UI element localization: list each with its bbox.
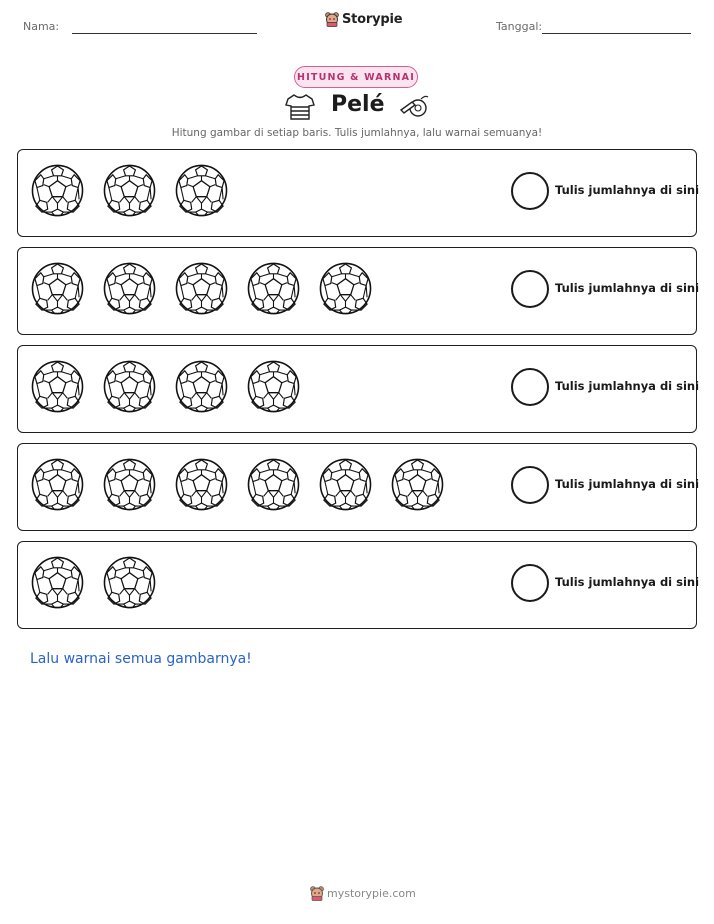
whistle-icon xyxy=(398,93,430,119)
soccer-ball-icon[interactable] xyxy=(175,360,228,413)
bear-logo-icon xyxy=(325,12,339,27)
answer-circle[interactable] xyxy=(511,564,549,602)
site-footer xyxy=(310,886,416,901)
soccer-ball-icon[interactable] xyxy=(247,458,300,511)
soccer-ball-icon[interactable] xyxy=(175,458,228,511)
soccer-ball-icon[interactable] xyxy=(103,458,156,511)
soccer-ball-icon[interactable] xyxy=(103,164,156,217)
ball-group xyxy=(31,262,372,315)
name-label: Nama: xyxy=(23,20,60,33)
activity-badge: HITUNG & WARNAI xyxy=(294,66,418,88)
soccer-ball-icon[interactable] xyxy=(247,262,300,315)
answer-circle[interactable] xyxy=(511,270,549,308)
soccer-ball-icon[interactable] xyxy=(31,556,84,609)
bear-logo-icon xyxy=(310,886,324,901)
answer-circle[interactable] xyxy=(511,172,549,210)
soccer-ball-icon[interactable] xyxy=(319,262,372,315)
brand-name: Storypie xyxy=(342,12,403,27)
soccer-ball-icon[interactable] xyxy=(103,360,156,413)
date-line[interactable] xyxy=(542,33,691,34)
answer-label: Tulis jumlahnya di sini xyxy=(555,477,700,491)
site-url: mystorypie.com xyxy=(327,887,416,900)
soccer-ball-icon[interactable] xyxy=(103,262,156,315)
soccer-ball-icon[interactable] xyxy=(391,458,444,511)
date-label: Tanggal: xyxy=(496,20,543,33)
ball-group xyxy=(31,360,300,413)
counting-row xyxy=(17,541,700,629)
worksheet-title: Pelé xyxy=(331,92,385,117)
answer-label: Tulis jumlahnya di sini xyxy=(555,379,700,393)
counting-row xyxy=(17,247,700,335)
soccer-ball-icon[interactable] xyxy=(31,360,84,413)
name-line[interactable] xyxy=(72,33,257,34)
soccer-ball-icon[interactable] xyxy=(103,556,156,609)
soccer-ball-icon[interactable] xyxy=(247,360,300,413)
counting-row xyxy=(17,345,700,433)
answer-circle[interactable] xyxy=(511,466,549,504)
ball-group xyxy=(31,556,156,609)
answer-label: Tulis jumlahnya di sini xyxy=(555,281,700,295)
answer-label: Tulis jumlahnya di sini xyxy=(555,575,700,589)
soccer-ball-icon[interactable] xyxy=(31,262,84,315)
title-row xyxy=(0,90,714,124)
jersey-icon xyxy=(285,93,315,121)
brand-logo xyxy=(325,12,402,27)
soccer-ball-icon[interactable] xyxy=(175,262,228,315)
soccer-ball-icon[interactable] xyxy=(31,164,84,217)
answer-label: Tulis jumlahnya di sini xyxy=(555,183,700,197)
ball-group xyxy=(31,458,444,511)
soccer-ball-icon[interactable] xyxy=(31,458,84,511)
soccer-ball-icon[interactable] xyxy=(175,164,228,217)
instructions: Hitung gambar di setiap baris. Tulis jumlahnya, lalu warnai semuanya! xyxy=(171,127,543,139)
counting-row xyxy=(17,149,700,237)
counting-row xyxy=(17,443,700,531)
soccer-ball-icon[interactable] xyxy=(319,458,372,511)
coloring-note: Lalu warnai semua gambarnya! xyxy=(30,651,252,667)
ball-group xyxy=(31,164,228,217)
answer-circle[interactable] xyxy=(511,368,549,406)
